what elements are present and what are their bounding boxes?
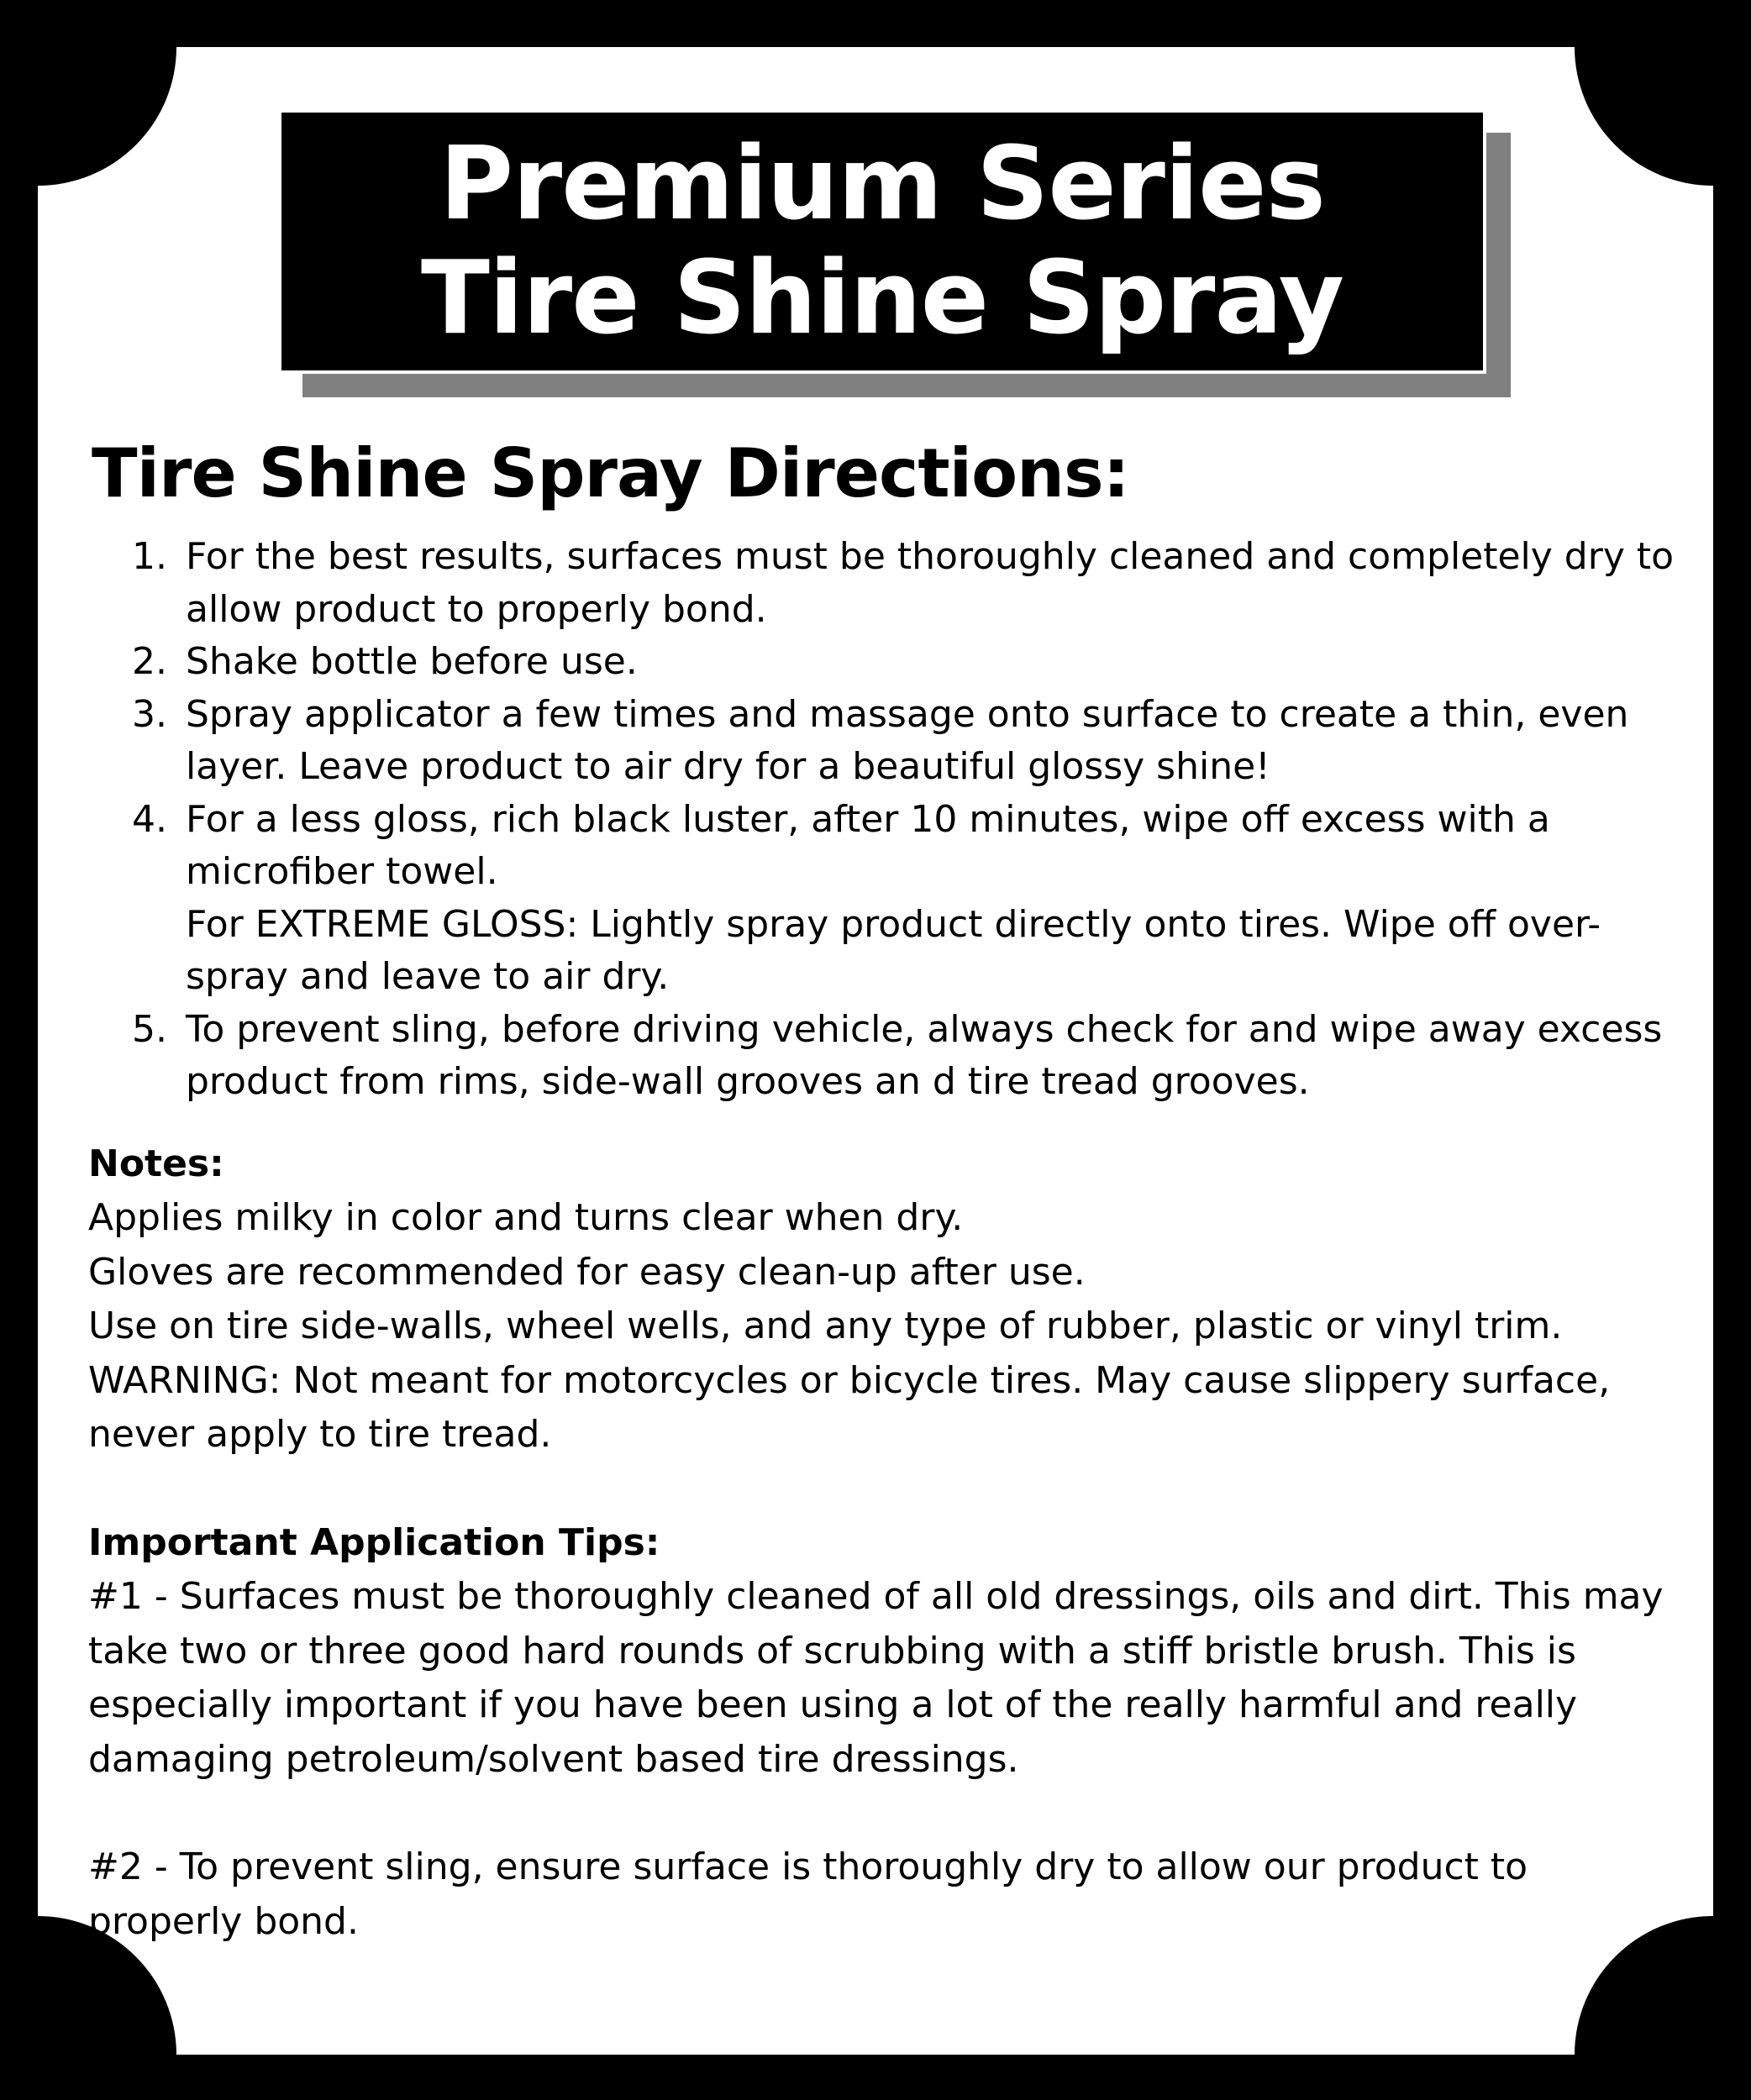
label-content: [88, 433, 1693, 1949]
title-banner: [278, 109, 1486, 374]
note-line: Gloves are recommended for easy clean-up after use.: [88, 1250, 1086, 1294]
direction-step-3: [88, 689, 1693, 794]
notes-section: [88, 1137, 1693, 1462]
title-line-2: Tire Shine Spray: [421, 239, 1343, 357]
title-line-1: Premium Series: [439, 125, 1325, 243]
step-number: 5.: [132, 1007, 167, 1051]
direction-step-1: [88, 531, 1693, 636]
step-text: For a less gloss, rich black luster, after 10 minutes, wipe off excess with a microfiber towel.: [186, 797, 1550, 893]
step-number: 3.: [132, 692, 167, 736]
note-line: Use on tire side-walls, wheel wells, and any type of rubber, plastic or vinyl trim.: [88, 1305, 1563, 1347]
direction-step-5: [88, 1004, 1693, 1109]
tips-section: [88, 1516, 1693, 1950]
direction-step-2: [88, 636, 1693, 689]
step-number: 2.: [132, 640, 167, 683]
step-text: To prevent sling, before driving vehicle, always check for and wipe away excess product from rims, side-wall grooves an d tire tread grooves.: [186, 1007, 1663, 1103]
warning-note: WARNING: Not meant for motorcycles or bicycle tires. May cause slippery surface, never apply to tire tread.: [88, 1358, 1611, 1456]
tip-2: #2 - To prevent sling, ensure surface is thoroughly dry to allow our product to properly bond.: [88, 1845, 1528, 1943]
tips-title: Important Application Tips:: [88, 1520, 660, 1564]
step-number: 1.: [132, 535, 167, 578]
step-text: Shake bottle before use.: [186, 640, 638, 683]
step-text: Spray applicator a few times and massage onto surface to create a thin, even layer. Leave product to air dry for a beautiful glossy shine!: [186, 692, 1629, 788]
corner-notch-top-left: [38, 47, 176, 186]
note-line: Applies milky in color and turns clear when dry.: [88, 1196, 964, 1239]
label-panel: [38, 47, 1713, 2055]
step-number: 4.: [132, 797, 167, 841]
directions-heading: Tire Shine Spray Directions:: [92, 434, 1129, 512]
tip-1: #1 - Surfaces must be thoroughly cleaned of all old dressings, oils and dirt. This may take two or three good hard rounds of scrubbing with a stiff bristle brush. This is especially important if you have been using a lot of the really harmful and really damaging petroleum/solvent based tire dressings.: [88, 1575, 1664, 1781]
step-text: For the best results, surfaces must be thoroughly cleaned and completely dry to allow product to properly bond.: [186, 535, 1675, 631]
direction-step-4: [88, 794, 1693, 1004]
notes-title: Notes:: [88, 1142, 224, 1185]
step-extreme-gloss-note: For EXTREME GLOSS: Lightly spray product directly onto tires. Wipe off over-spray and leave to air dry.: [186, 902, 1601, 998]
corner-notch-top-right: [1575, 47, 1713, 186]
directions-list: [88, 531, 1693, 1109]
